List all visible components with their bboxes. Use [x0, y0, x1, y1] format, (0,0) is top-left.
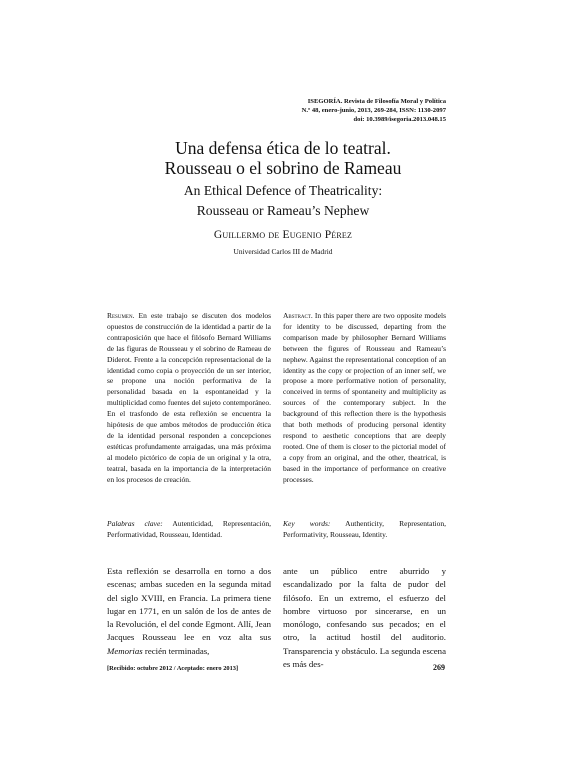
- journal-issue: N.º 48, enero-junio, 2013, 269-284, ISSN: 1130-2097: [301, 107, 446, 114]
- subtitle-line-1: An Ethical Defence of Theatricality:: [183, 183, 383, 198]
- author-name: Guillermo de Eugenio Pérez: [213, 229, 353, 241]
- abstract-label: Abstract.: [283, 311, 313, 320]
- title-line-1: Una defensa ética de lo teatral.: [175, 138, 391, 158]
- title-line-2: Rousseau o el sobrino de Rameau: [164, 158, 402, 178]
- page-number: 269: [433, 663, 445, 672]
- resumen-label: Resumen.: [107, 311, 135, 320]
- resumen-block: [107, 311, 271, 486]
- journal-doi: doi: 10.3989/isegoria.2013.048.15: [353, 116, 446, 123]
- keywords-en-label: Key words:: [283, 519, 331, 528]
- article-title: [0, 138, 566, 178]
- resumen-text: En este trabajo se discuten dos modelos opuestos de construcción de la identidad a partir de la contraposición que hace el filósofo Bernard Williams de las figuras de Rousseau y el sobrino de Rameau de Diderot. Frente a la concepción representacional de la identidad como copia o proyección de un ser interior, se propone una noción performativa de la personalidad basada en la espontaneidad y la multiplicidad como fuentes del sujeto contemporáneo. En el trasfondo de esta reflexión se encuentra la hipótesis de que ambos métodos de producción ética de la identidad personal responden a concepciones estéticas profundamente arraigadas, una más próxima al modelo pictórico de copia de un original y la otra, teatral, basada en la importancia de la interpretación en los procesos de creación.: [107, 311, 272, 484]
- abstract-text: In this paper there are two opposite models for identity to be discussed, departing from the comparison made by philosopher Bernard Williams between the figures of Rousseau and Rameau’s nephew. Against the representational conception of an identity as the copy or projection of an inner self, we propose a more performative notion of personality, conceived in terms of spontaneity and multiplicity as sources of the contemporary subject. In the background of this reflection there is the hypothesis that both methods of producing personal identity respond to aesthetic conceptions that are deeply rooted. One of them is closer to the pictorial model of a copy from an original, and the other, theatrical, is based in the importance of performance on creative processes.: [283, 311, 446, 484]
- body-left-italic: Memorias: [107, 645, 143, 656]
- keywords-en-text: Authenticity, Representation, Performativity, Rousseau, Identity.: [283, 519, 446, 539]
- body-text-right: ante un público entre aburrido y escandalizado por la falta de pudor del filósofo. En un extremo, el esfuerzo del hombre virtuoso por sincerarse, en un monólogo, confesando sus pecados; en el otro, la actitud hostil del auditorio. Transparencia y obstáculo. La segunda escena es más des-: [283, 566, 446, 670]
- received-accepted-dates: [Recibido: octubre 2012 / Aceptado: enero 2013]: [107, 665, 239, 672]
- keywords-es-label: Palabras clave:: [107, 519, 163, 528]
- keywords-en: [283, 519, 446, 541]
- author-affiliation: Universidad Carlos III de Madrid: [233, 247, 333, 256]
- abstract-block: [283, 311, 446, 486]
- body-text-left: [107, 565, 271, 658]
- journal-header: [302, 97, 446, 124]
- body-left-part2: recién terminadas,: [142, 645, 210, 656]
- subtitle-line-2: Rousseau or Rameau’s Nephew: [196, 203, 370, 218]
- journal-name: ISEGORÍA. Revista de Filosofía Moral y Política: [307, 98, 446, 105]
- keywords-es: [107, 519, 271, 541]
- article-subtitle: [0, 181, 566, 221]
- keywords-es-text: Autenticidad, Representación, Performatividad, Rousseau, Identidad.: [107, 519, 271, 539]
- body-left-part1: Esta reflexión se desarrolla en torno a dos escenas; ambas suceden en la segunda mitad del siglo XVIII, en Francia. La primera tiene lugar en 1771, en un salón de los de antes de la Revolución, el del conde Egmont. Allí, Jean Jacques Rousseau lee en voz alta sus: [107, 566, 271, 643]
